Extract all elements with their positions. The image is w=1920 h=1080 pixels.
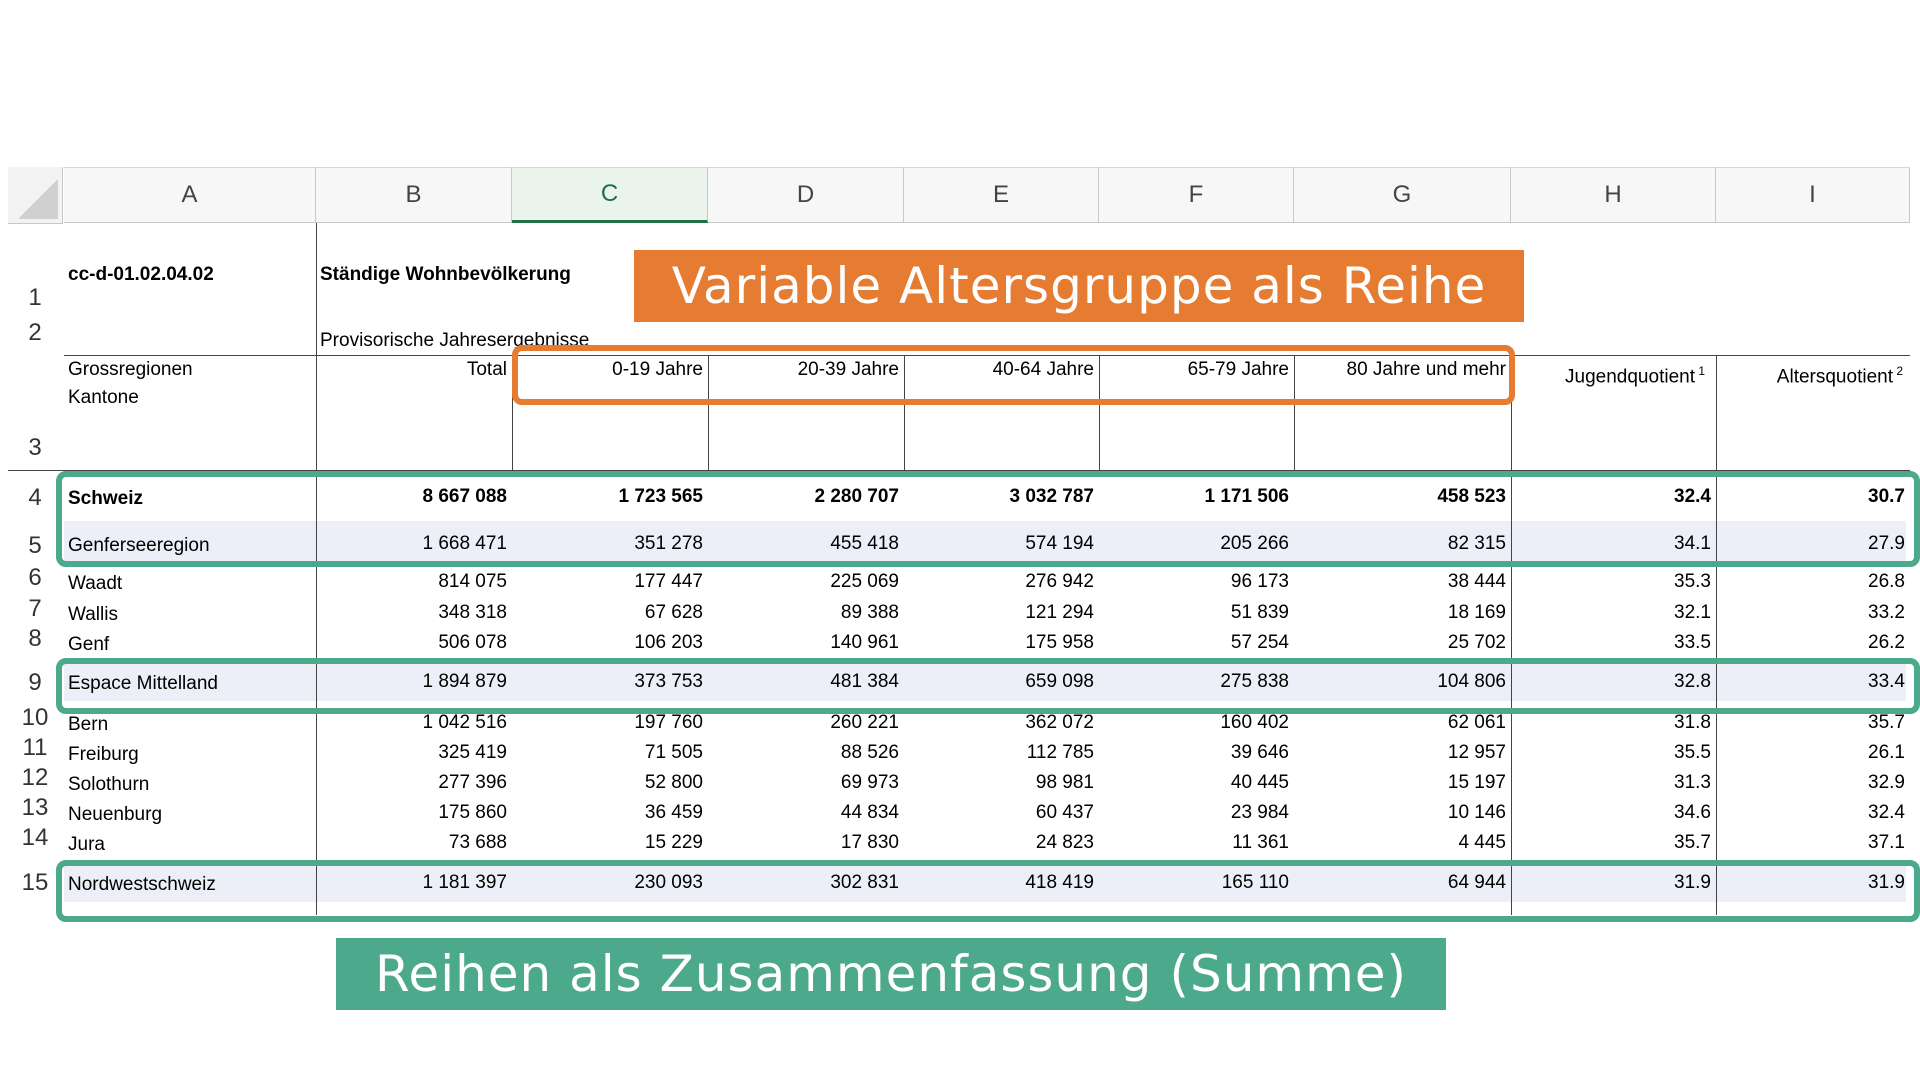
- row-15-value-f: 165 110: [1221, 872, 1289, 893]
- row-5-value-d: 455 418: [830, 533, 899, 554]
- row-6-name: Waadt: [68, 573, 123, 594]
- row-10-value-b: 1 042 516: [422, 712, 507, 733]
- row-7-value-b: 348 318: [438, 602, 507, 623]
- row-11-value-e: 112 785: [1026, 742, 1094, 763]
- row-14-value-c: 15 229: [644, 832, 703, 853]
- row-5-value-h: 34.1: [1674, 533, 1711, 554]
- header-kantone: Kantone: [68, 387, 139, 408]
- row-9-value-i: 33.4: [1868, 671, 1905, 692]
- row-8-value-f: 57 254: [1230, 632, 1289, 653]
- jugendquotient-footnote: 1: [1694, 364, 1705, 378]
- altersquotient-footnote: 2: [1892, 364, 1903, 378]
- row-header-1[interactable]: 1: [28, 284, 42, 311]
- row-15-value-e: 418 419: [1025, 872, 1094, 893]
- row-header-3[interactable]: 3: [28, 434, 42, 461]
- row-8-name: Genf: [68, 634, 110, 655]
- row-4-value-e: 3 032 787: [1009, 486, 1094, 507]
- bottom-annotation-banner: Reihen als Zusammenfassung (Summe): [336, 938, 1446, 1010]
- row-15-value-c: 230 093: [634, 872, 703, 893]
- row-6-value-b: 814 075: [438, 571, 507, 592]
- row-7-value-c: 67 628: [644, 602, 703, 623]
- row-4-value-h: 32.4: [1674, 486, 1711, 507]
- column-header-i[interactable]: I: [1716, 167, 1910, 223]
- row-9-value-h: 32.8: [1674, 671, 1711, 692]
- row-14-name: Jura: [68, 834, 105, 855]
- row-header-9[interactable]: 9: [28, 669, 42, 696]
- row-7-value-f: 51 839: [1230, 602, 1289, 623]
- row-12-value-b: 277 396: [438, 772, 507, 793]
- row-5-value-f: 205 266: [1220, 533, 1289, 554]
- select-all-icon: [18, 179, 58, 219]
- row-header-6[interactable]: 6: [28, 564, 42, 591]
- row-13-value-f: 23 984: [1230, 802, 1289, 823]
- row-12-value-h: 31.3: [1674, 772, 1711, 793]
- row-9-name: Espace Mittelland: [68, 673, 218, 694]
- column-header-e[interactable]: E: [904, 167, 1099, 223]
- column-header-g[interactable]: G: [1294, 167, 1511, 223]
- row-5-value-i: 27.9: [1868, 533, 1905, 554]
- row-5-value-e: 574 194: [1025, 533, 1094, 554]
- row-9-value-e: 659 098: [1025, 671, 1094, 692]
- row-11-value-f: 39 646: [1230, 742, 1289, 763]
- column-header-h[interactable]: H: [1511, 167, 1716, 223]
- row-header-13[interactable]: 13: [21, 794, 49, 821]
- row-10-name: Bern: [68, 714, 109, 735]
- row-8-value-e: 175 958: [1025, 632, 1094, 653]
- header-jugendquotient: Jugendquotient $^1$: [1565, 364, 1705, 388]
- row-9-value-d: 481 384: [830, 671, 899, 692]
- row-header-2[interactable]: 2: [28, 319, 42, 346]
- sheet-title: Ständige Wohnbevölkerung: [320, 264, 571, 285]
- row-15-value-h: 31.9: [1674, 872, 1711, 893]
- header-age-group-1: 20-39 Jahre: [797, 359, 899, 380]
- row-15-value-g: 64 944: [1447, 872, 1506, 893]
- column-header-a[interactable]: A: [64, 167, 316, 223]
- column-header-f[interactable]: F: [1099, 167, 1294, 223]
- row-14-value-f: 11 361: [1232, 832, 1289, 853]
- row-8-value-b: 506 078: [438, 632, 507, 653]
- row-6-value-f: 96 173: [1230, 571, 1289, 592]
- age-groups-highlight: [512, 345, 1515, 405]
- row-5-name: Genferseeregion: [68, 535, 210, 556]
- row-7-value-d: 89 388: [840, 602, 899, 623]
- row-14-value-b: 73 688: [448, 832, 507, 853]
- column-header-d[interactable]: D: [708, 167, 904, 223]
- row-10-value-c: 197 760: [634, 712, 703, 733]
- row-4-value-i: 30.7: [1868, 486, 1905, 507]
- row-12-value-g: 15 197: [1447, 772, 1506, 793]
- row-11-value-b: 325 419: [438, 742, 507, 763]
- row-4-name: Schweiz: [68, 488, 143, 509]
- row-header-15[interactable]: 15: [21, 869, 49, 896]
- row-6-value-h: 35.3: [1674, 571, 1711, 592]
- row-header-7[interactable]: 7: [28, 595, 42, 622]
- row-4-value-b: 8 667 088: [422, 486, 507, 507]
- row-12-value-i: 32.9: [1868, 772, 1905, 793]
- row-14-value-h: 35.7: [1674, 832, 1711, 853]
- row-6-value-g: 38 444: [1447, 571, 1506, 592]
- row-6-value-c: 177 447: [634, 571, 703, 592]
- row-14-value-e: 24 823: [1035, 832, 1094, 853]
- row-header-14[interactable]: 14: [21, 824, 49, 851]
- sheet-id: cc-d-01.02.04.02: [68, 264, 214, 285]
- row-13-value-e: 60 437: [1035, 802, 1094, 823]
- row-5-value-c: 351 278: [634, 533, 703, 554]
- row-header-11[interactable]: 11: [22, 734, 48, 761]
- row-8-value-d: 140 961: [830, 632, 899, 653]
- row-8-value-g: 25 702: [1447, 632, 1506, 653]
- row-13-name: Neuenburg: [68, 804, 163, 825]
- summary-row-highlight-espace: [56, 658, 1920, 714]
- row-header-10[interactable]: 10: [21, 704, 49, 731]
- row-15-value-d: 302 831: [830, 872, 899, 893]
- row-14-value-g: 4 445: [1458, 832, 1506, 853]
- row-5-value-g: 82 315: [1447, 533, 1506, 554]
- summary-row-highlight-schweiz: [56, 471, 1920, 567]
- row-header-8[interactable]: 8: [28, 625, 42, 652]
- top-annotation-banner: Variable Altersgruppe als Reihe: [634, 250, 1524, 322]
- row-14-value-d: 17 830: [840, 832, 899, 853]
- row-4-value-g: 458 523: [1437, 486, 1506, 507]
- column-header-c[interactable]: C: [512, 167, 708, 223]
- row-header-12[interactable]: 12: [21, 764, 49, 791]
- row-6-value-i: 26.8: [1868, 571, 1905, 592]
- row-5-value-b: 1 668 471: [422, 533, 507, 554]
- row-12-value-d: 69 973: [840, 772, 899, 793]
- row-9-value-f: 275 838: [1220, 671, 1289, 692]
- header-total: Total: [466, 359, 507, 380]
- gridline-v-h: [1511, 355, 1512, 915]
- row-14-value-i: 37.1: [1868, 832, 1905, 853]
- row-7-value-i: 33.2: [1868, 602, 1905, 623]
- row-7-value-h: 32.1: [1674, 602, 1711, 623]
- header-altersquotient: Altersquotient $^2$: [1776, 364, 1903, 388]
- row-9-value-b: 1 894 879: [422, 671, 507, 692]
- row-11-value-c: 71 505: [644, 742, 703, 763]
- row-7-value-e: 121 294: [1025, 602, 1094, 623]
- row-13-value-d: 44 834: [840, 802, 899, 823]
- row-8-value-h: 33.5: [1674, 632, 1711, 653]
- gridline-v-i: [1716, 355, 1717, 915]
- row-12-value-c: 52 800: [644, 772, 703, 793]
- row-12-name: Solothurn: [68, 774, 150, 795]
- row-13-value-h: 34.6: [1674, 802, 1711, 823]
- header-age-group-0: 0-19 Jahre: [612, 359, 703, 380]
- row-header-5[interactable]: 5: [28, 532, 42, 559]
- row-10-value-i: 35.7: [1868, 712, 1905, 733]
- row-4-value-d: 2 280 707: [814, 486, 899, 507]
- row-13-value-g: 10 146: [1447, 802, 1506, 823]
- row-8-value-i: 26.2: [1868, 632, 1905, 653]
- select-all-corner[interactable]: [8, 167, 63, 224]
- row-10-value-e: 362 072: [1025, 712, 1094, 733]
- sheet-subtitle: Provisorische Jahresergebnisse: [320, 330, 590, 351]
- header-grossregionen: Grossregionen: [68, 359, 193, 380]
- row-6-value-e: 276 942: [1025, 571, 1094, 592]
- row-7-value-g: 18 169: [1447, 602, 1506, 623]
- row-header-4[interactable]: 4: [28, 484, 42, 511]
- column-header-b[interactable]: B: [316, 167, 512, 223]
- row-12-value-f: 40 445: [1230, 772, 1289, 793]
- row-11-value-g: 12 957: [1447, 742, 1506, 763]
- row-10-value-h: 31.8: [1674, 712, 1711, 733]
- row-11-name: Freiburg: [68, 744, 139, 765]
- row-15-name: Nordwestschweiz: [68, 874, 216, 895]
- row-9-value-g: 104 806: [1437, 671, 1506, 692]
- header-age-group-4: 80 Jahre und mehr: [1346, 359, 1506, 380]
- row-10-value-f: 160 402: [1220, 712, 1289, 733]
- row-4-value-f: 1 171 506: [1204, 486, 1289, 507]
- row-4-value-c: 1 723 565: [618, 486, 703, 507]
- row-15-value-b: 1 181 397: [422, 872, 507, 893]
- row-11-value-d: 88 526: [840, 742, 899, 763]
- row-11-value-i: 26.1: [1868, 742, 1905, 763]
- summary-row-highlight-nordwest: [56, 860, 1920, 922]
- row-10-value-g: 62 061: [1447, 712, 1506, 733]
- row-13-value-b: 175 860: [438, 802, 507, 823]
- row-13-value-i: 32.4: [1868, 802, 1905, 823]
- row-8-value-c: 106 203: [634, 632, 703, 653]
- header-age-group-2: 40-64 Jahre: [992, 359, 1094, 380]
- row-9-value-c: 373 753: [634, 671, 703, 692]
- row-12-value-e: 98 981: [1035, 772, 1094, 793]
- row-7-name: Wallis: [68, 604, 118, 625]
- row-13-value-c: 36 459: [644, 802, 703, 823]
- row-10-value-d: 260 221: [830, 712, 899, 733]
- row-11-value-h: 35.5: [1674, 742, 1711, 763]
- row-15-value-i: 31.9: [1868, 872, 1905, 893]
- gridline-v-b: [316, 223, 317, 915]
- row-6-value-d: 225 069: [830, 571, 899, 592]
- header-age-group-3: 65-79 Jahre: [1187, 359, 1289, 380]
